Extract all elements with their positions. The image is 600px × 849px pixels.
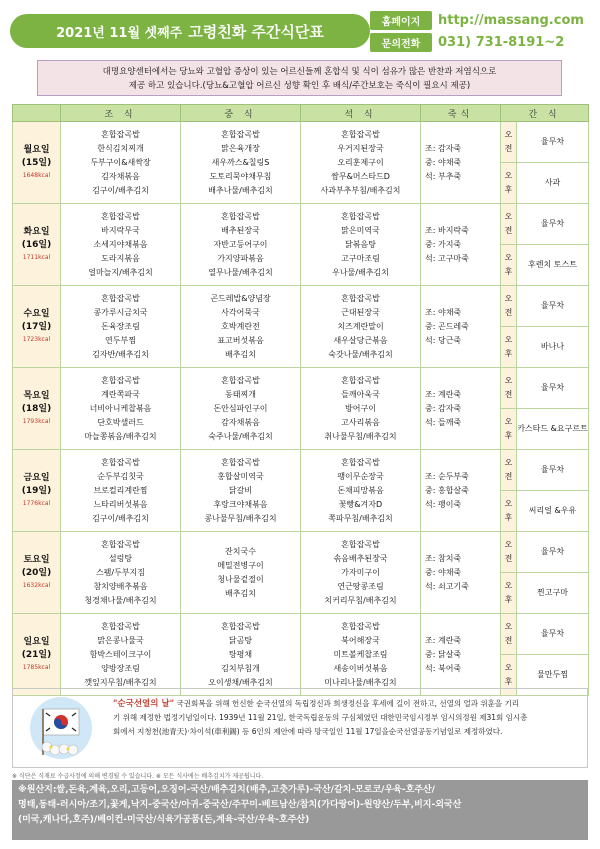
menu-item: 메밀전병구이 — [217, 560, 264, 570]
menu-item: 혼합잡곡밥 — [101, 457, 140, 467]
phone-label: 문의전화 — [370, 33, 432, 52]
footnote: ※ 식단은 식재료 수급사정에 의해 변경될 수 있습니다. ※ 모든 식사에는 배추김치가 제공됩니다. — [12, 773, 264, 780]
menu-item: 탕평채 — [228, 649, 253, 659]
notice-line: 제공 하고 있습니다.(당뇨&고혈압 어르신 성향 확인 후 배식/주간보호는 죽식이 필요시 제공) — [128, 81, 471, 91]
menu-item: 취나물무침/배추김치 — [324, 431, 397, 441]
snack-pm: 카스타드 &요구르트 — [517, 409, 589, 450]
breakfast-cell — [61, 204, 181, 286]
menu-item: 맑은미역국 — [341, 225, 380, 235]
menu-item: 마늘쫑볶음/배추김치 — [84, 431, 157, 441]
menu-item: 쌈무&머스타드D — [331, 171, 390, 181]
menu-item: 계란쪽파국 — [101, 389, 140, 399]
pm-label-text: 오후 — [504, 253, 513, 276]
menu-item: 후랑크야채볶음 — [213, 499, 268, 509]
snack-am: 율무차 — [517, 450, 589, 491]
dinner-cell — [301, 122, 421, 204]
menu-item: 자반고등어구이 — [213, 239, 268, 249]
memorial-text: 국권회복을 위해 헌신한 순국선열의 독립정신과 희생정신을 후세에 길이 전하고, 선열의 얼과 위훈을 기리 — [176, 699, 520, 708]
menu-item: 잔치국수 — [225, 546, 256, 556]
menu-item: 돈안심파인구이 — [213, 403, 268, 413]
menu-item: 혼합잡곡밥 — [221, 129, 260, 139]
menu-item: 배추김치 — [225, 349, 256, 359]
day-date: (16일) — [21, 239, 52, 250]
am-label — [501, 286, 517, 327]
contact-info — [370, 10, 595, 54]
menu-item: 바지락무국 — [101, 225, 140, 235]
lunch-cell — [181, 286, 301, 368]
dinner-cell — [301, 532, 421, 614]
pm-label — [501, 573, 517, 614]
lunch-cell — [181, 450, 301, 532]
menu-item: 배추된장국 — [221, 225, 260, 235]
menu-item: 배추김치 — [225, 588, 256, 598]
porridge-item: 중: 가지죽 — [425, 239, 462, 249]
porridge-item: 조: 감자죽 — [425, 143, 462, 153]
porridge-item: 석: 부추죽 — [425, 171, 462, 181]
pm-label-text: 오후 — [504, 663, 513, 686]
pm-label-text: 오후 — [504, 581, 513, 604]
am-label — [501, 614, 517, 655]
menu-item: 순두부김칫국 — [97, 471, 144, 481]
porridge-item: 조: 계란죽 — [425, 635, 462, 645]
day-cell — [13, 614, 61, 696]
day-row-am — [13, 204, 589, 245]
day-row-am — [13, 450, 589, 491]
menu-item: 단호박샐러드 — [97, 417, 144, 427]
header-porridge: 죽식 — [421, 105, 501, 122]
porridge-item: 조: 순두부죽 — [425, 471, 469, 481]
menu-item: 혼합잡곡밥 — [101, 539, 140, 549]
porridge-item: 중: 야채죽 — [425, 157, 462, 167]
porridge-item: 석: 당근죽 — [425, 335, 462, 345]
kcal-label: 1793kcal — [22, 417, 51, 425]
lunch-cell — [181, 122, 301, 204]
menu-item: 가지양파볶음 — [217, 253, 264, 263]
day-cell — [13, 450, 61, 532]
menu-item: 새송이버섯볶음 — [333, 663, 388, 673]
day-name: 금요일 — [23, 472, 50, 483]
menu-item: 혼합잡곡밥 — [101, 211, 140, 221]
snack-pm: 씨리얼 &우유 — [517, 491, 589, 532]
porridge-item: 석: 쇠고기죽 — [425, 581, 469, 591]
day-date: (19일) — [21, 485, 52, 496]
am-label — [501, 204, 517, 245]
menu-item: 혼합잡곡밥 — [341, 539, 380, 549]
menu-item: 동태찌개 — [225, 389, 256, 399]
menu-item: 김구이/배추김치 — [92, 185, 149, 195]
porridge-item: 중: 곤드레죽 — [425, 321, 469, 331]
menu-item: 감자채볶음 — [221, 417, 260, 427]
menu-item: 새우살당근볶음 — [333, 335, 388, 345]
menu-item: 혼합잡곡밥 — [101, 621, 140, 631]
menu-item: 새우까스&칠링S — [211, 157, 270, 167]
pm-label — [501, 491, 517, 532]
phone-number: 031) 731-8191~2 — [438, 34, 565, 50]
porridge-item: 중: 감자죽 — [425, 403, 462, 413]
snack-am: 율무차 — [517, 204, 589, 245]
porridge-item: 석: 고구마죽 — [425, 253, 469, 263]
memorial-day-box — [12, 688, 588, 768]
porridge-item: 석: 북어죽 — [425, 663, 462, 673]
header-lunch: 중 식 — [181, 105, 301, 122]
breakfast-cell — [61, 450, 181, 532]
menu-item: 미나리나물/배추김치 — [324, 677, 397, 687]
porridge-cell — [421, 368, 501, 450]
menu-item: 닭갈비 — [228, 485, 253, 495]
menu-item: 연두부찜 — [105, 335, 136, 345]
pm-label — [501, 163, 517, 204]
menu-item: 설렁탕 — [108, 553, 133, 563]
menu-item: 맑은육개장 — [221, 143, 260, 153]
diet-notice — [37, 60, 562, 96]
menu-item: 홍합살미역국 — [217, 471, 264, 481]
menu-item: 혼합잡곡밥 — [101, 375, 140, 385]
menu-item: 곤드레밥&양념장 — [210, 293, 271, 303]
day-cell — [13, 532, 61, 614]
dinner-cell — [301, 450, 421, 532]
menu-item: 함박스테이크구이 — [89, 649, 152, 659]
kcal-label: 1776kcal — [22, 499, 51, 507]
am-label — [501, 122, 517, 163]
dinner-cell — [301, 204, 421, 286]
header-breakfast: 조 식 — [61, 105, 181, 122]
porridge-item: 석: 팽이죽 — [425, 499, 462, 509]
menu-item: 혼합잡곡밥 — [341, 375, 380, 385]
notice-line: 대명요양센터에서는 당뇨와 고혈압 증상이 있는 어르신들께 혼합식 및 식이 섬유가 많은 반찬과 저염식으로 — [102, 67, 497, 77]
snack-am: 율무차 — [517, 368, 589, 409]
menu-item: 도토리묵야채무침 — [209, 171, 272, 181]
pm-label — [501, 245, 517, 286]
pm-label — [501, 409, 517, 450]
day-name: 토요일 — [23, 554, 50, 565]
menu-item: 열무나물/배추김치 — [208, 267, 273, 277]
header-dinner: 석 식 — [301, 105, 421, 122]
menu-item: 돈채피망볶음 — [337, 485, 384, 495]
menu-item: 치즈계란말이 — [337, 321, 384, 331]
dinner-cell — [301, 368, 421, 450]
menu-item: 치커리무침/배추김치 — [324, 595, 397, 605]
am-label-text: 오전 — [504, 458, 513, 481]
menu-title-banner — [10, 14, 370, 48]
dinner-cell — [301, 614, 421, 696]
breakfast-cell — [61, 368, 181, 450]
header-snack: 간 식 — [501, 105, 589, 122]
porridge-cell — [421, 614, 501, 696]
menu-item: 콩나물무침/배추김치 — [204, 513, 277, 523]
pm-label-text: 오후 — [504, 499, 513, 522]
porridge-item: 조: 야채죽 — [425, 307, 462, 317]
day-date: (15일) — [21, 157, 52, 168]
menu-item: 닭볶음탕 — [345, 239, 376, 249]
day-row-am — [13, 286, 589, 327]
porridge-cell — [421, 450, 501, 532]
menu-item: 오리훈제구이 — [337, 157, 384, 167]
weekly-menu-table — [12, 104, 589, 696]
menu-item: 청경채나물/배추김치 — [84, 595, 157, 605]
menu-item: 혼합잡곡밥 — [221, 211, 260, 221]
lunch-cell — [181, 204, 301, 286]
day-cell — [13, 122, 61, 204]
menu-item: 가자미구이 — [341, 567, 380, 577]
menu-item: 숙갓나물/배추김치 — [328, 349, 393, 359]
snack-am: 율무차 — [517, 286, 589, 327]
menu-item: 방어구이 — [345, 403, 376, 413]
menu-item: 미트볼케찹조림 — [333, 649, 388, 659]
am-label — [501, 532, 517, 573]
menu-item: 팽이무순장국 — [337, 471, 384, 481]
menu-item: 숙주나물/배추김치 — [208, 431, 273, 441]
menu-item: 깻잎지무침/배추김치 — [84, 677, 157, 687]
menu-item: 맑은콩나물국 — [97, 635, 144, 645]
table-header-row — [13, 105, 589, 122]
kcal-label: 1723kcal — [22, 335, 51, 343]
snack-pm: 후렌치 토스트 — [517, 245, 589, 286]
porridge-item: 중: 홍합살죽 — [425, 485, 469, 495]
menu-item: 근대된장국 — [341, 307, 380, 317]
menu-item: 북어해장국 — [341, 635, 380, 645]
menu-item: 혼합잡곡밥 — [341, 129, 380, 139]
menu-item: 혼합잡곡밥 — [221, 457, 260, 467]
homepage-link[interactable]: http://massang.com — [438, 12, 584, 28]
menu-item: 오이생채/배추김치 — [208, 677, 273, 687]
am-label-text: 오전 — [504, 540, 513, 563]
menu-item: 김자반/배추김치 — [92, 349, 149, 359]
day-name: 수요일 — [23, 308, 50, 319]
menu-item: 고사리볶음 — [341, 417, 380, 427]
snack-am: 율무차 — [517, 614, 589, 655]
menu-item: 너비아니케찹볶음 — [89, 403, 152, 413]
porridge-cell — [421, 204, 501, 286]
day-name: 화요일 — [23, 226, 50, 237]
menu-item: 얼마늘지/배추김치 — [88, 267, 153, 277]
menu-item: 혼합잡곡밥 — [221, 621, 260, 631]
menu-item: 솎음배추된장국 — [333, 553, 388, 563]
menu-item: 고구마조림 — [341, 253, 380, 263]
porridge-item: 중: 닭살죽 — [425, 649, 462, 659]
menu-item: 청나물겉절이 — [217, 574, 264, 584]
origin-line: 명태,동태-러시아/조기,꽃게,낙지-중국산/아귀-중국산/주꾸미-베트남산/참치(가다랑어)-원양산/두부,비지-외국산 — [18, 800, 462, 810]
snack-am: 율무차 — [517, 122, 589, 163]
menu-item: 스팸/두부지짐 — [95, 567, 146, 577]
day-date: (17일) — [21, 321, 52, 332]
porridge-item: 조: 참치죽 — [425, 553, 462, 563]
memorial-headline: "순국선열의 날" — [113, 699, 175, 709]
menu-item: 느타리버섯볶음 — [93, 499, 148, 509]
snack-pm: 물만두찜 — [517, 655, 589, 696]
origin-info — [12, 780, 588, 840]
menu-item: 김구이/배추김치 — [92, 513, 149, 523]
day-row-am — [13, 614, 589, 655]
day-row-am — [13, 122, 589, 163]
breakfast-cell — [61, 286, 181, 368]
menu-item: 표고버섯볶음 — [217, 335, 264, 345]
menu-item: 한식김치찌개 — [97, 143, 144, 153]
snack-pm: 바나나 — [517, 327, 589, 368]
day-date: (18일) — [21, 403, 52, 414]
menu-item: 호박계란전 — [221, 321, 260, 331]
menu-item: 혼합잡곡밥 — [341, 211, 380, 221]
page-title: 고령친화 주간식단표 — [188, 22, 324, 41]
am-label-text: 오전 — [504, 622, 513, 645]
menu-item: 두부구이&새싹장 — [90, 157, 151, 167]
lunch-cell — [181, 532, 301, 614]
menu-item: 참치양배추볶음 — [93, 581, 148, 591]
korean-flag-illustration — [21, 695, 101, 761]
menu-item: 우거지된장국 — [337, 143, 384, 153]
menu-item: 혼합잡곡밥 — [101, 129, 140, 139]
menu-item: 콩가루시금치국 — [93, 307, 148, 317]
menu-item: 혼합잡곡밥 — [341, 621, 380, 631]
menu-item: 우나물/배추김치 — [332, 267, 389, 277]
menu-item: 김자채볶음 — [101, 171, 140, 181]
kcal-label: 1785kcal — [22, 663, 51, 671]
porridge-item: 조: 계란죽 — [425, 389, 462, 399]
origin-line: ※원산지:쌀,돈육,계육,오리,고등어,오징어-국산/배추김치(배추,고춧가루)-국산/갈치-모로코/우육-호주산/ — [18, 785, 435, 795]
porridge-cell — [421, 122, 501, 204]
menu-item: 연근땅콩조림 — [337, 581, 384, 591]
kcal-label: 1632kcal — [22, 581, 51, 589]
day-date: (20일) — [21, 567, 52, 578]
day-row-am — [13, 532, 589, 573]
pm-label-text: 오후 — [504, 417, 513, 440]
menu-item: 쪽파무침/배추김치 — [328, 513, 393, 523]
am-label — [501, 368, 517, 409]
pm-label-text: 오후 — [504, 171, 513, 194]
day-date: (21일) — [21, 649, 52, 660]
menu-item: 브로컬리계란찜 — [93, 485, 148, 495]
day-name: 일요일 — [23, 636, 50, 647]
breakfast-cell — [61, 614, 181, 696]
lunch-cell — [181, 614, 301, 696]
am-label-text: 오전 — [504, 376, 513, 399]
menu-item: 돈육장조림 — [101, 321, 140, 331]
menu-item: 양방장조림 — [101, 663, 140, 673]
day-cell — [13, 368, 61, 450]
dinner-cell — [301, 286, 421, 368]
breakfast-cell — [61, 532, 181, 614]
am-label-text: 오전 — [504, 130, 513, 153]
kcal-label: 1648kcal — [22, 171, 51, 179]
pm-label-text: 오후 — [504, 335, 513, 358]
menu-item: 김치부침개 — [221, 663, 260, 673]
porridge-item: 석: 들깨죽 — [425, 417, 462, 427]
menu-item: 들깨아욱국 — [341, 389, 380, 399]
day-cell — [13, 286, 61, 368]
memorial-text: 회에서 지청천(池青天)·차이석(車利錫) 등 6인의 제안에 따라 망국일인 11월 17일을순국선열공동기념일로 제정하였다. — [113, 727, 503, 736]
lunch-cell — [181, 368, 301, 450]
am-label-text: 오전 — [504, 212, 513, 235]
period-label: 2021년 11월 셋째주 — [56, 25, 183, 41]
day-row-am — [13, 368, 589, 409]
day-name: 목요일 — [23, 390, 50, 401]
menu-item: 소세지야채볶음 — [93, 239, 148, 249]
am-label-text: 오전 — [504, 294, 513, 317]
menu-item: 배추나물/배추김치 — [208, 185, 273, 195]
porridge-item: 조: 바지락죽 — [425, 225, 469, 235]
homepage-label: 홈페이지 — [370, 11, 432, 30]
snack-pm: 찐고구마 — [517, 573, 589, 614]
menu-item: 꽃빵&겨자D — [338, 499, 383, 509]
menu-item: 혼합잡곡밥 — [221, 375, 260, 385]
am-label — [501, 450, 517, 491]
snack-pm: 사과 — [517, 163, 589, 204]
porridge-cell — [421, 286, 501, 368]
snack-am: 율무차 — [517, 532, 589, 573]
menu-item: 도라지볶음 — [101, 253, 140, 263]
header-day — [13, 105, 61, 122]
origin-line: (미국,캐나다,호주)/베이컨-미국산/식육가공품(돈,계육-국산/우육-호주산) — [18, 815, 310, 825]
kcal-label: 1711kcal — [22, 253, 51, 261]
menu-item: 닭곰탕 — [228, 635, 253, 645]
day-cell — [13, 204, 61, 286]
day-name: 월요일 — [23, 144, 50, 155]
porridge-cell — [421, 532, 501, 614]
breakfast-cell — [61, 122, 181, 204]
memorial-text: 기 위해 제정한 법정기념일이다. 1939년 11월 21일, 한국독립운동의 구심체였던 대한민국임시정부 임시의정원 제31회 임시총 — [113, 713, 528, 722]
menu-item: 사과부추부침/배추김치 — [320, 185, 401, 195]
menu-item: 사각어묵국 — [221, 307, 260, 317]
menu-item: 혼합잡곡밥 — [341, 457, 380, 467]
porridge-item: 중: 야채죽 — [425, 567, 462, 577]
menu-item: 혼합잡곡밥 — [101, 293, 140, 303]
pm-label — [501, 327, 517, 368]
menu-item: 혼합잡곡밥 — [341, 293, 380, 303]
